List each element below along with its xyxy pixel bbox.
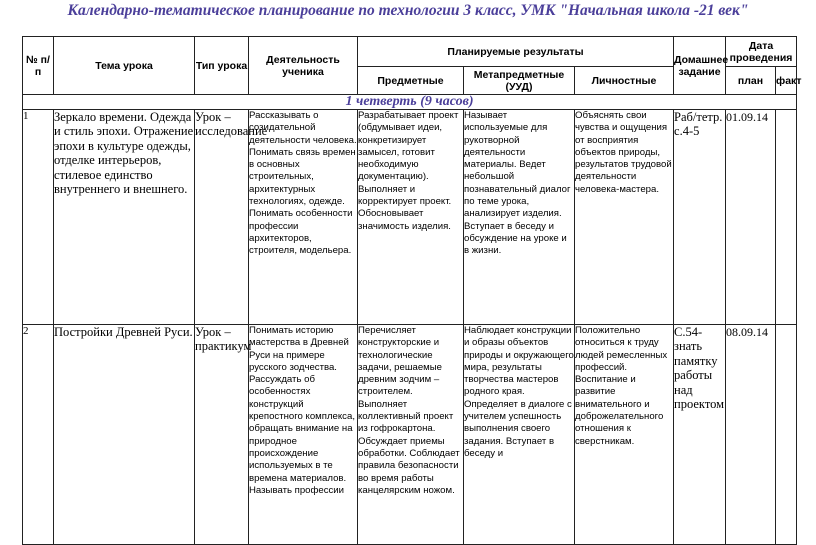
row-fact-date [776, 110, 797, 325]
header-num: № п/п [23, 37, 54, 95]
row-plan-date: 08.09.14 [726, 325, 776, 545]
header-plan: план [726, 67, 776, 95]
row-personal: Объяснять свои чувства и ощущения от восприятия объектов природы, результатов трудовой деятельности человека-мастера. [575, 110, 674, 325]
row-plan-date: 01.09.14 [726, 110, 776, 325]
row-homework: С.54- знать памятку работы над проектом [674, 325, 726, 545]
row-topic: Зеркало времени. Одежда и стиль эпохи. Отражение эпохи в культуре одежды, отделке интерьеров, стилевое единство внутреннего и внешнего. [54, 110, 195, 325]
row-homework: Раб/тетр. с.4-5 [674, 110, 726, 325]
header-results: Планируемые результаты [358, 37, 674, 67]
header-date: Дата проведения [726, 37, 797, 67]
header-meta: Метапредметные (УУД) [464, 67, 575, 95]
row-activity: Понимать историю мастерства в Древней Руси на примере русского зодчества. Рассуждать об особенностях конструкций крепостного комплекса, обращать внимание на природное происхождение используемых в те времена материалов. Называть профессии [249, 325, 358, 545]
row-subject: Разрабатывает проект (обдумывает идеи, конкретизирует замысел, готовит необходимую документацию). Выполняет и корректирует проект. Обосновывает значимость изделия. [358, 110, 464, 325]
header-homework: Домашнее задание [674, 37, 726, 95]
quarter-row [23, 95, 797, 110]
header-fact: факт [776, 67, 797, 95]
row-num: 2 [23, 325, 54, 545]
row-fact-date [776, 325, 797, 545]
row-type: Урок – исследование [195, 110, 249, 325]
row-activity: Рассказывать о созидательной деятельности человека. Понимать связь времен в основных строительных, архитектурных технологиях, одежде. Понимать особенности профессии архитекторов, строителя, модельера. [249, 110, 358, 325]
row-meta: Называет используемые для рукотворной деятельности материалы. Ведет небольшой познавательный диалог по теме урока, анализирует изделия. Вступает в беседу и обсуждение на уроке и в жизни. [464, 110, 575, 325]
header-personal: Личностные [575, 67, 674, 95]
table-row [23, 110, 797, 325]
header-subject: Предметные [358, 67, 464, 95]
header-topic: Тема урока [54, 37, 195, 95]
row-personal: Положительно относиться к труду людей ремесленных профессий. Воспитание и развитие внимательного и доброжелательного отношения к сверстникам. [575, 325, 674, 545]
header-activity: Деятельность ученика [249, 37, 358, 95]
planning-table [22, 36, 802, 545]
row-type: Урок – практикум [195, 325, 249, 545]
row-topic: Постройки Древней Руси. [54, 325, 195, 545]
header-type: Тип урока [195, 37, 249, 95]
row-num: 1 [23, 110, 54, 325]
page-title: Календарно-тематическое планирование по технологии 3 класс, УМК "Начальная школа -21 век" [67, 2, 749, 19]
table-row [23, 325, 797, 545]
row-subject: Перечисляет конструкторские и технологические задачи, решаемые древним зодчим – строителем. Выполняет коллективный проект из гофрокартона. Обсуждает приемы обработки. Соблюдает правила безопасности во время работы канцелярским ножом. [358, 325, 464, 545]
row-meta: Наблюдает конструкции и образы объектов природы и окружающего мира, результаты творчества мастеров родного края. Определяет в диалоге с учителем успешность выполнения своего задания. Вступает в беседу и [464, 325, 575, 545]
quarter-label: 1 четверть (9 часов) [23, 95, 797, 110]
